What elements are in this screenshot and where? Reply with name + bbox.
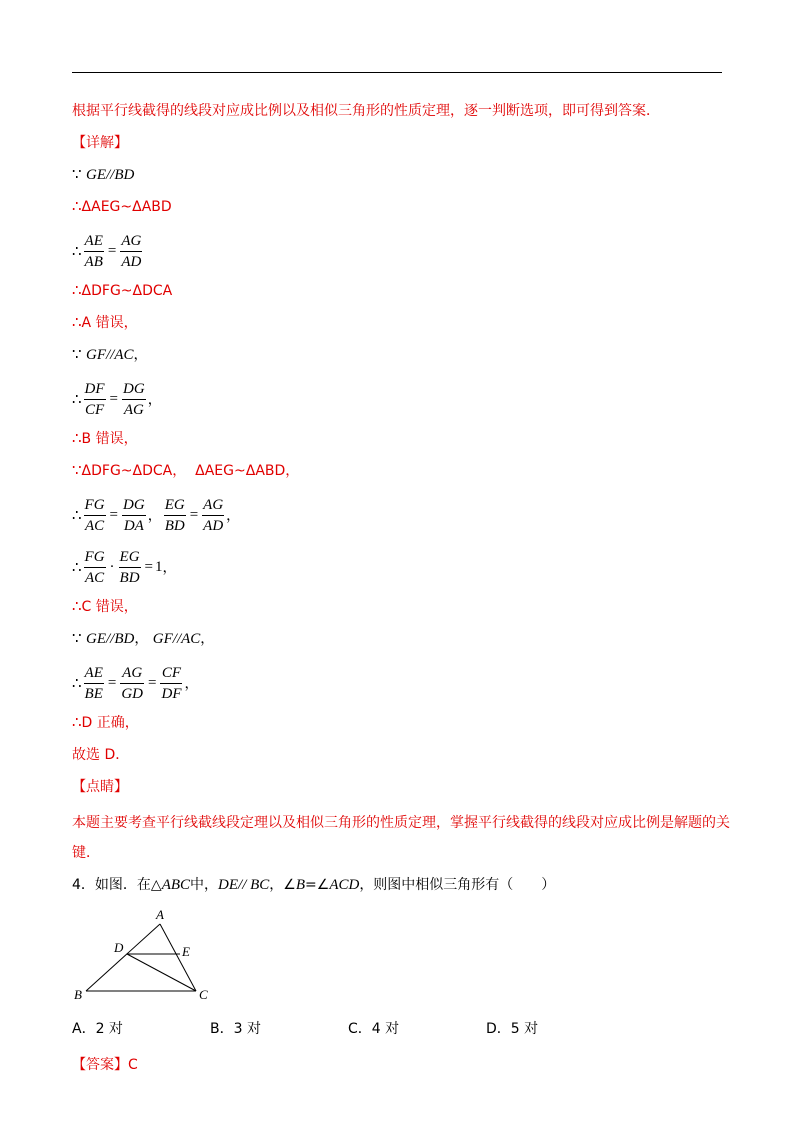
fraction: $\frac{EG}{BD}$: [164, 496, 185, 534]
fraction: $\frac{AG}{GD}$: [121, 664, 144, 702]
step-1-text: GE//BD: [86, 167, 135, 183]
step-5: ∵ GF//AC，: [72, 347, 148, 363]
answer-heading: 【答案】: [72, 1057, 128, 1073]
fraction: $\frac{FG}{AC}$: [84, 496, 105, 534]
fraction: $\frac{DG}{DA}$: [123, 496, 145, 534]
label-d: D: [114, 940, 124, 955]
question-number: 4．: [72, 877, 95, 893]
option-a[interactable]: A．2 对: [72, 1021, 123, 1037]
therefore-symbol: ∴: [72, 675, 82, 692]
step-3: [72, 280, 732, 302]
answer-line: [72, 1054, 732, 1076]
fraction-line-5: ∴ $\frac{AE}{BE}$ = $\frac{AG}{GD}$ = $\frac{CF}{DF}$ ，: [72, 664, 199, 702]
triangle-diagram: [72, 906, 232, 1006]
step-8: [72, 596, 732, 618]
step-7b-text: ΔAEG~ΔABD: [195, 463, 286, 479]
step-2-text: ΔAEG~ΔABD: [81, 199, 172, 215]
triangle-figure: [72, 906, 232, 1006]
fraction: $\frac{FG}{AC}$: [84, 548, 105, 586]
fraction: $\frac{EG}{BD}$: [119, 548, 140, 586]
therefore-symbol: ∴: [72, 315, 82, 331]
label-b: B: [74, 987, 82, 1002]
question-4: 4．如图．在△ABC中，DE// BC，∠B=∠ACD，则图中相似三角形有（ ）: [72, 877, 556, 893]
step-7a-text: ΔDFG~ΔDCA: [81, 463, 173, 479]
comment-heading: 【点睛】: [72, 779, 128, 795]
fraction: $\frac{AG}{AD}$: [203, 496, 224, 534]
therefore-symbol: ∴: [72, 243, 82, 260]
step-2: [72, 196, 732, 218]
step-10: [72, 712, 732, 734]
step-9: ∵ GE//BD， GF//AC，: [72, 631, 215, 647]
fraction: $\frac{AE}{BE}$: [84, 664, 103, 702]
because-symbol: ∵: [72, 631, 82, 647]
therefore-symbol: ∴: [72, 431, 82, 447]
fraction-line-1: ∴ $\frac{AE}{AB}$ = $\frac{AG}{AD}$: [72, 232, 142, 270]
therefore-symbol: ∴: [72, 391, 82, 408]
therefore-symbol: ∴: [72, 507, 82, 524]
answer-options: [72, 1018, 732, 1038]
step-5-text: GF//AC: [86, 347, 134, 363]
option-b[interactable]: B．3 对: [210, 1021, 261, 1037]
therefore-symbol: ∴: [72, 283, 82, 299]
label-a: A: [156, 907, 164, 922]
fraction: $\frac{AG}{AD}$: [121, 232, 142, 270]
step-3-text: ΔDFG~ΔDCA: [81, 283, 173, 299]
step-6-text: B 错误，: [81, 431, 138, 447]
detail-heading: 【详解】: [72, 135, 128, 151]
solution-content: [72, 100, 732, 1086]
segment-ba: [86, 924, 160, 991]
therefore-symbol: ∴: [72, 199, 82, 215]
fraction-line-4: ∴ $\frac{FG}{AC}$ · $\frac{EG}{BD}$ = 1 ，: [72, 548, 177, 586]
fraction: $\frac{DF}{CF}$: [84, 380, 105, 418]
therefore-symbol: ∴: [72, 559, 82, 576]
fraction: $\frac{AE}{AB}$: [84, 232, 103, 270]
option-c[interactable]: C．4 对: [348, 1021, 400, 1037]
step-9b-text: GF//AC: [152, 631, 201, 647]
option-d[interactable]: D．5 对: [486, 1021, 539, 1037]
fraction-line-2: ∴ $\frac{DF}{CF}$ = $\frac{DG}{AG}$ ，: [72, 380, 162, 418]
conclusion: 故选 D．: [72, 747, 130, 763]
label-c: C: [199, 987, 208, 1002]
fraction: $\frac{DG}{AG}$: [123, 380, 145, 418]
step-7: ∵ΔDFG~ΔDCA， ΔAEG~ΔABD，: [72, 463, 300, 479]
because-symbol: ∵: [72, 463, 82, 479]
analysis-intro: 根据平行线截得的线段对应成比例以及相似三角形的性质定理，逐一判断选项，即可得到答案．: [72, 103, 660, 119]
step-4-text: A 错误，: [81, 315, 138, 331]
fraction-line-3: ∴ $\frac{FG}{AC}$ = $\frac{DG}{DA}$ ， $\frac{EG}{BD}$ = $\frac{AG}{AD}$ ，: [72, 496, 241, 534]
step-4: [72, 312, 732, 334]
comment-text: 本题主要考查平行线截线段定理以及相似三角形的性质定理，掌握平行线截得的线段对应成比例是解题的关键．: [72, 815, 730, 861]
step-6: [72, 428, 732, 450]
because-symbol: ∵: [72, 347, 82, 363]
because-symbol: ∵: [72, 167, 82, 183]
step-8-text: C 错误，: [81, 599, 138, 615]
therefore-symbol: ∴: [72, 599, 82, 615]
header-rule: [72, 72, 722, 73]
therefore-symbol: ∴: [72, 715, 82, 731]
label-e: E: [182, 944, 190, 959]
fraction: $\frac{CF}{DF}$: [161, 664, 182, 702]
step-1: [72, 164, 732, 186]
step-10-text: D 正确，: [81, 715, 139, 731]
answer-value: C: [128, 1057, 138, 1073]
step-9a-text: GE//BD: [86, 631, 135, 647]
